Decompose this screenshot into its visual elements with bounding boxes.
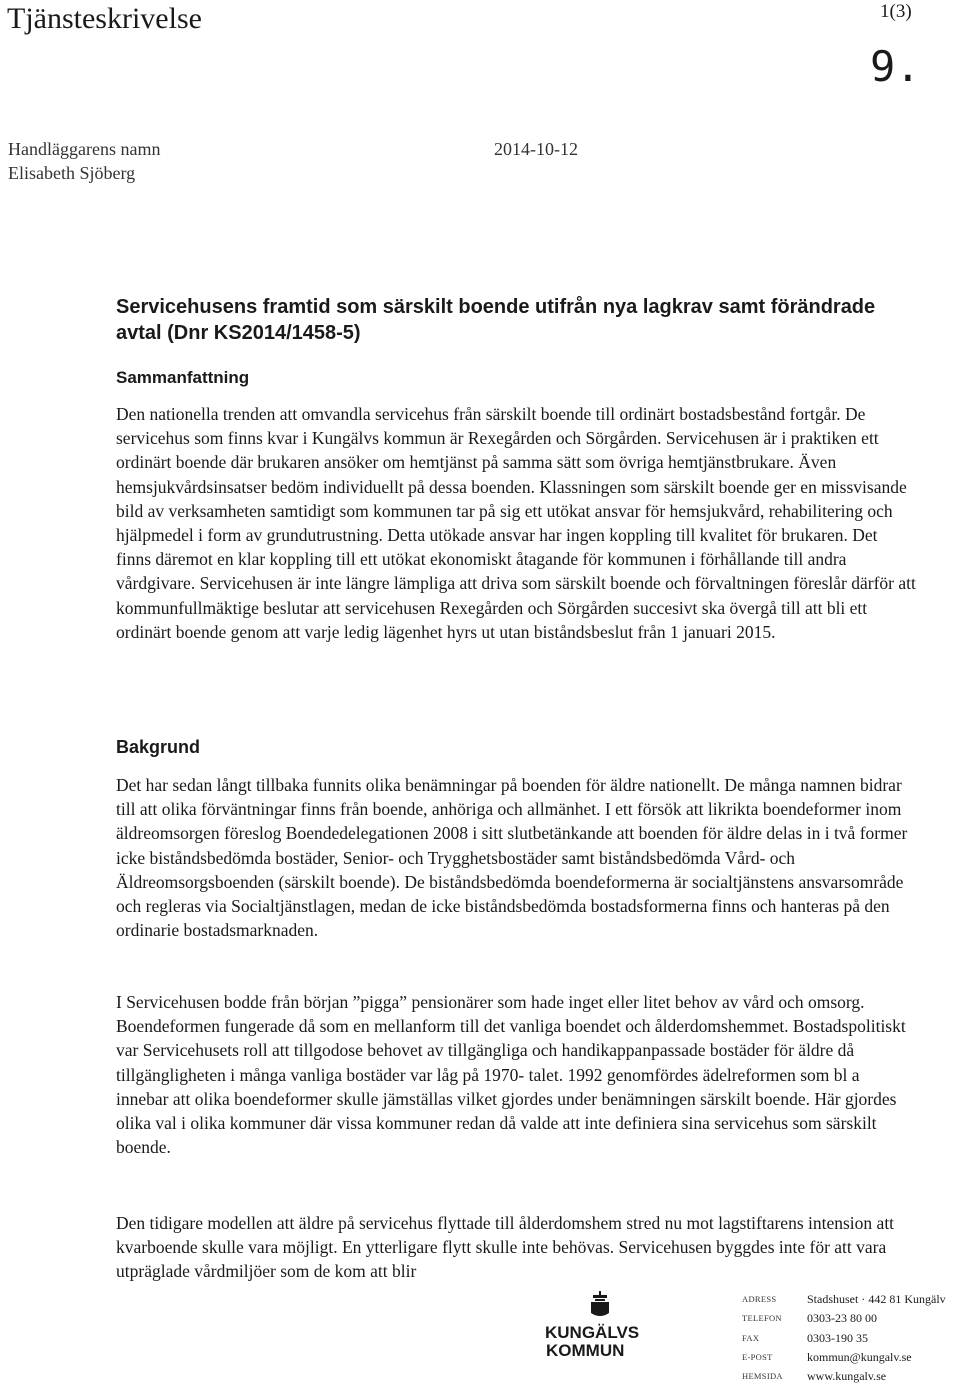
- logo-line-2: KOMMUN: [546, 1341, 625, 1360]
- fax-label: FAX: [742, 1332, 760, 1343]
- crown-icon: [591, 1291, 609, 1316]
- fax-value: 0303-190 35: [807, 1330, 868, 1345]
- background-paragraph-1: Det har sedan långt tillbaka funnits olika benämningar på boenden för äldre nationellt. De många namnen bidrar till att olika förväntningar finns från boende, anhöriga och allmänhet. I ett försök att likrikta boendeformer inom äldreomsorgen föreslog Boendedelegationen 2008 i sitt slutbetänkande att boenden för äldre delas in i två former icke biståndsbedömda bostäder, Senior- och Trygghetsbostäder samt biståndsbedömda Vård- och Äldreomsorgsboenden (särskilt boende). De biståndsbedömda boendeformerna är socialtjänstens ansvarsområde och regleras via Socialtjänstlagen, medan de icke biståndsbedömda bostadsformerna finns och hanteras på den ordinarie bostadsmarknaden.: [116, 775, 908, 941]
- logo-line-1: KUNGÄLVS: [545, 1323, 640, 1342]
- footer-fax-row: [742, 1329, 946, 1348]
- handler-name: Elisabeth Sjöberg: [8, 163, 136, 183]
- item-number: 9.: [870, 42, 921, 91]
- address-value: Stadshuset · 442 81 Kungälv: [807, 1292, 946, 1306]
- document-date: 2014-10-12: [494, 139, 578, 159]
- web-value[interactable]: www.kungalv.se: [807, 1369, 887, 1384]
- document-title: Servicehusens framtid som särskilt boende utifrån nya lagkrav samt förändrade avtal (Dnr KS2014/1458-5): [116, 296, 876, 344]
- background-heading: Bakgrund: [116, 737, 201, 757]
- summary-text: Den nationella trenden att omvandla servicehus från särskilt boende till ordinärt bostadsbestånd fortgår. De servicehus som finns kvar i Kungälvs kommun är Rexegården och Sörgården. Servicehusen är i praktiken ett ordinärt boende där brukaren ansöker om hemtjänst på samma sätt som övriga hemtjänstbrukare. Även hemsjukvårdsinsatser bedöm individuellt på dessa boenden. Klassningen som särskilt boende ger en missvisande bild av verksamheten samtidigt som kommunen tar på sig ett utökat ansvar för hemsjukvård, rehabilitering och hjälpmedel i form av grundutrustning. Detta utökade ansvar har ingen koppling till kvalitet för brukaren. Det finns däremot en klar koppling till ett utökat ekonomiskt åtagande för kommunen i förhållande till andra vårdgivare. Servicehusen är inte längre lämpliga att driva som särskilt boende och förvaltningen föreslår därför att kommunfullmäktige beslutar att servicehusen Rexegården och Sörgården succesivt ska övergå till att bli ett ordinärt boende genom att varje ledig lägenhet hyrs ut utan biståndsbeslut från 1 januari 2015.: [116, 404, 916, 642]
- handler-label: Handläggarens namn: [8, 139, 161, 159]
- background-paragraph-3: Den tidigare modellen att äldre på servicehus flyttade till ålderdomshem stred nu mot lagstiftarens intension att kvarboende skulle vara möjligt. En ytterligare flytt skulle inte behövas. Servicehusen byggdes inte för att vara utpräglade vårdmiljöer som de kom att blir: [116, 1213, 895, 1282]
- web-label: HEMSIDA: [742, 1371, 783, 1382]
- background-paragraph-2: I Servicehusen bodde från början ”pigga” pensionärer som hade inget eller litet behov av vård och omsorg. Boendeformen fungerade då som en mellanform till det vanliga boendet och ålderdomshemmet. Bostadspolitiskt var Servicehusets roll att tillgodose behovet av tillgängliga och handikappanpassade bostäder för äldre då tillgängligheten i många vanliga bostäder var låg på 1970- talet. 1992 genomfördes ädelreformen som bl a innebar att olika boendeformer skulle jämställas vilket gjordes under benämningen särskilt boende. Här gjordes olika val i olika kommuner där vissa kommuner redan då valde att inte definiera sina servicehus som särskilt boende.: [116, 992, 906, 1158]
- footer-phone-row: [742, 1309, 946, 1328]
- summary-heading: Sammanfattning: [116, 368, 250, 387]
- document-type: Tjänsteskrivelse: [7, 2, 202, 35]
- phone-label: TELEFON: [742, 1313, 782, 1324]
- footer-email-row: [742, 1348, 946, 1367]
- phone-value: 0303-23 80 00: [807, 1311, 877, 1326]
- address-label: ADRESS: [742, 1294, 777, 1304]
- page-number: 1(3): [880, 1, 912, 22]
- email-value[interactable]: kommun@kungalv.se: [807, 1349, 912, 1364]
- email-label: E-POST: [742, 1351, 773, 1362]
- kungalv-logo: [545, 1291, 655, 1361]
- footer-web-row: [742, 1367, 946, 1386]
- footer-address-row: [742, 1290, 946, 1309]
- footer-contact: [742, 1290, 946, 1386]
